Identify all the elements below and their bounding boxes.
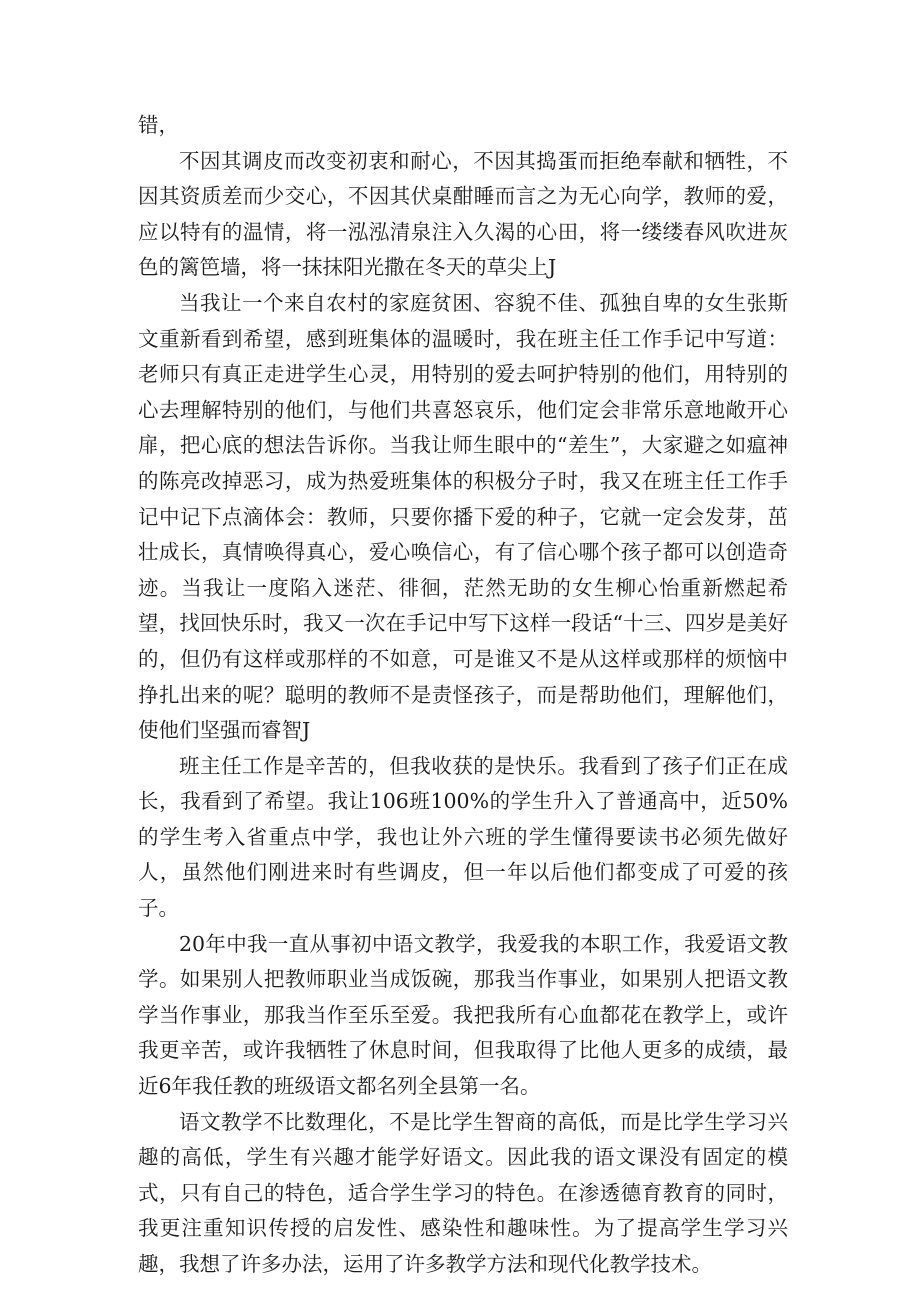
paragraph-1: 错， [138,113,179,137]
paragraph-5: 20年中我一直从事初中语文教学，我爱我的本职工作，我爱语文教学。如果别人把教师职业当成饭碗，那我当作事业，如果别人把语文教学当作事业，那我当作至乐至爱。我把我所有心血都花在教学上，或许我更辛苦，或许我牺牲了休息时间，但我取得了比他人更多的成绩，最近6年我任教的班级语文都名列全县第一名。 [138,931,788,1099]
paragraph-3: 当我让一个来自农村的家庭贫困、容貌不佳、孤独自卑的女生张斯文重新看到希望，感到班集体的温暖时，我在班主任工作手记中写道：老师只有真正走进学生心灵，用特别的爱去呵护特别的他们，用特别的心去理解特别的他们，与他们共喜怒哀乐，他们定会非常乐意地敞开心扉，把心底的想法告诉你。当我让师生眼中的“差生”，大家避之如瘟神的陈亮改掉恶习，成为热爱班集体的积极分子时，我又在班主任工作手记中记下点滴体会：教师，只要你播下爱的种子，它就一定会发芽，茁壮成长，真情唤得真心，爱心唤信心，有了信心哪个孩子都可以创造奇迹。当我让一度陷入迷茫、徘徊，茫然无助的女生柳心怡重新燃起希望，找回快乐时，我又一次在手记中写下这样一段话“十三、四岁是美好的，但仍有这样或那样的不如意，可是谁又不是从这样或那样的烦恼中挣扎出来的呢？聪明的教师不是责怪孩子，而是帮助他们，理解他们，使他们坚强而睿智J [138,290,788,743]
paragraph-6: 语文教学不比数理化，不是比学生智商的高低，而是比学生学习兴趣的高低，学生有兴趣才能学好语文。因此我的语文课没有固定的模式，只有自己的特色，适合学生学习的特色。在渗透德育教育的同时，我更注重知识传授的启发性、感染性和趣味性。为了提高学生学习兴趣，我想了许多办法，运用了许多教学方法和现代化教学技术。 [138,1109,788,1276]
paragraph-4: 班主任工作是辛苦的，但我收获的是快乐。我看到了孩子们正在成长，我看到了希望。我让106班100%的学生升入了普通高中，近50%的学生考入省重点中学，我也让外六班的学生懂得要读书必须先做好人，虽然他们刚进来时有些调皮，但一年以后他们都变成了可爱的孩子。 [138,753,788,921]
document-body [138,108,788,1283]
paragraph-2: 不因其调皮而改变初衷和耐心，不因其捣蛋而拒绝奉献和牺牲，不因其资质差而少交心，不因其伏桌酣睡而言之为无心向学，教师的爱，应以特有的温情，将一泓泓清泉注入久渴的心田，将一缕缕春风吹进灰色的篱笆墙，将一抹抹阳光撒在冬天的草尖上J [138,148,788,280]
